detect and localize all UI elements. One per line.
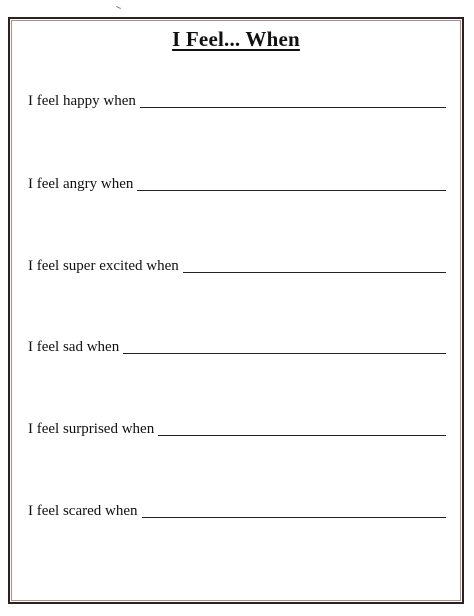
prompt-surprised [28, 421, 446, 437]
prompt-sad-label: I feel sad when [28, 339, 120, 355]
prompt-surprised-answer-line [158, 434, 446, 436]
prompt-surprised-label: I feel surprised when [28, 421, 155, 437]
worksheet-border [8, 17, 464, 604]
prompt-scared-label: I feel scared when [28, 503, 138, 519]
prompt-happy-answer-line [140, 106, 446, 108]
scan-speck [116, 6, 121, 9]
prompt-super-excited-label: I feel super excited when [28, 258, 179, 274]
prompt-sad-answer-line [123, 352, 446, 354]
worksheet-title [10, 27, 462, 52]
prompt-scared [28, 503, 446, 519]
prompt-happy [28, 93, 446, 109]
prompt-angry-label: I feel angry when [28, 176, 134, 192]
prompt-scared-answer-line [142, 516, 446, 518]
prompt-sad [28, 339, 446, 355]
prompt-angry [28, 176, 446, 192]
prompt-super-excited [28, 258, 446, 274]
worksheet-title-text: I Feel... When [172, 27, 300, 51]
prompt-angry-answer-line [137, 189, 446, 191]
prompt-super-excited-answer-line [183, 271, 446, 273]
prompt-happy-label: I feel happy when [28, 93, 136, 109]
